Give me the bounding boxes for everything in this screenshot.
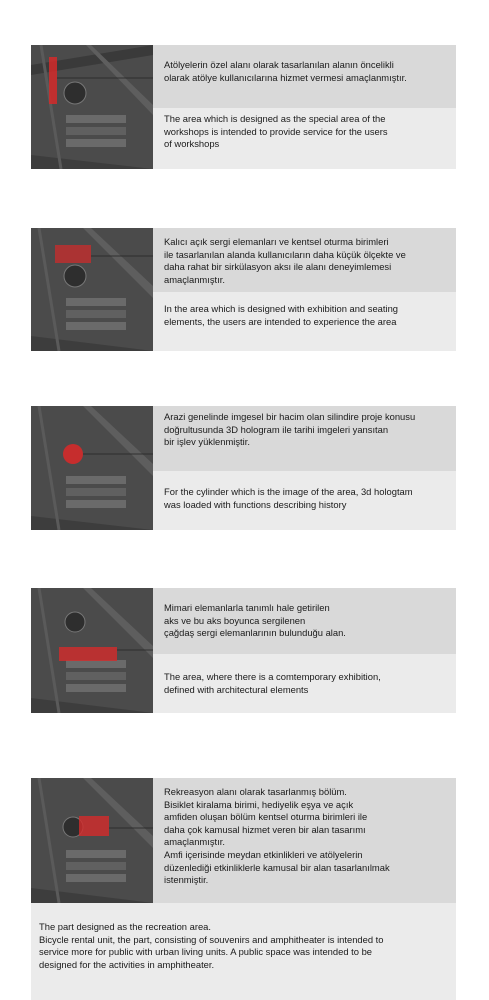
highlight-square xyxy=(79,816,109,836)
english-text-box xyxy=(153,654,456,713)
turkish-text-box xyxy=(153,588,456,654)
turkish-text-box xyxy=(153,778,456,903)
english-description: For the cylinder which is the image of the area, 3d hologtam was loaded with functions describing history xyxy=(164,486,413,510)
turkish-description: Rekreasyon alanı olarak tasarlanmış bölüm. Bisiklet kiralama birimi, hediyelik eşya ve açık amfiden oluşan bölüm kentsel oturma birimleri ile daha çok kamusal hizmet veren bir alan tasarımı amaçlanmıştır. Amfi içerisinde meydan etkinlikleri ve atölyelerin düzenlediği etkinliklerle kamusal bir alan tasarlanılmak istenmiştir. xyxy=(164,786,390,886)
highlight-band xyxy=(59,647,117,661)
english-text-box xyxy=(153,471,456,530)
aerial-image xyxy=(31,228,153,351)
panel-contemporary-exhibition xyxy=(31,588,456,713)
english-description: The part designed as the recreation area. Bicycle rental unit, the part, consisting of souvenirs and amphitheater is intended to service more for public with urban living units. A public space was intended to be designed for the activities in amphitheater. xyxy=(39,921,384,970)
english-description: The area, where there is a comtemporary exhibition, defined with architectural elements xyxy=(164,671,381,695)
highlight-circle xyxy=(63,444,83,464)
turkish-description: Mimari elemanlarla tanımlı hale getirilen aks ve bu aks boyunca sergilenen çağdaş sergi elemanlarının bulunduğu alan. xyxy=(164,602,346,639)
english-text-box xyxy=(153,292,456,351)
aerial-image xyxy=(31,45,153,169)
aerial-image xyxy=(31,588,153,713)
turkish-description: Atölyelerin özel alanı olarak tasarlanılan alanın öncelikli olarak atölye kullanıcılarına hizmet vermesi amaçlanmıştır. xyxy=(164,59,407,83)
aerial-image xyxy=(31,406,153,530)
highlight-strip xyxy=(49,57,57,104)
turkish-description: Kalıcı açık sergi elemanları ve kentsel oturma birimleri ile tasarlanılan alanda kullanıcıların daha küçük ölçekte ve daha rahat bir sirkülasyon aksı ile alanı deneyimlemesi amaçlanmıştır. xyxy=(164,236,406,285)
highlight-rectangle xyxy=(55,245,91,263)
panel-workshops xyxy=(31,45,456,169)
turkish-text-box xyxy=(153,228,456,292)
panel-cylinder-hologram xyxy=(31,406,456,530)
english-description: In the area which is designed with exhibition and seating elements, the users are intended to experience the area xyxy=(164,303,399,327)
aerial-image xyxy=(31,778,153,903)
english-text-box xyxy=(153,108,456,169)
english-description: The area which is designed as the special area of the workshops is intended to provide service for the users of workshops xyxy=(164,113,388,150)
panel-recreation xyxy=(31,778,456,903)
turkish-description: Arazi genelinde imgesel bir hacim olan silindire proje konusu doğrultusunda 3D hologram ile tarihi imgeleri yansıtan bir işlev yüklenmiştir. xyxy=(164,411,416,448)
turkish-text-box xyxy=(153,406,456,471)
turkish-text-box xyxy=(153,45,456,108)
english-text-box-wide xyxy=(31,903,456,1000)
panel-exhibition-seating xyxy=(31,228,456,351)
